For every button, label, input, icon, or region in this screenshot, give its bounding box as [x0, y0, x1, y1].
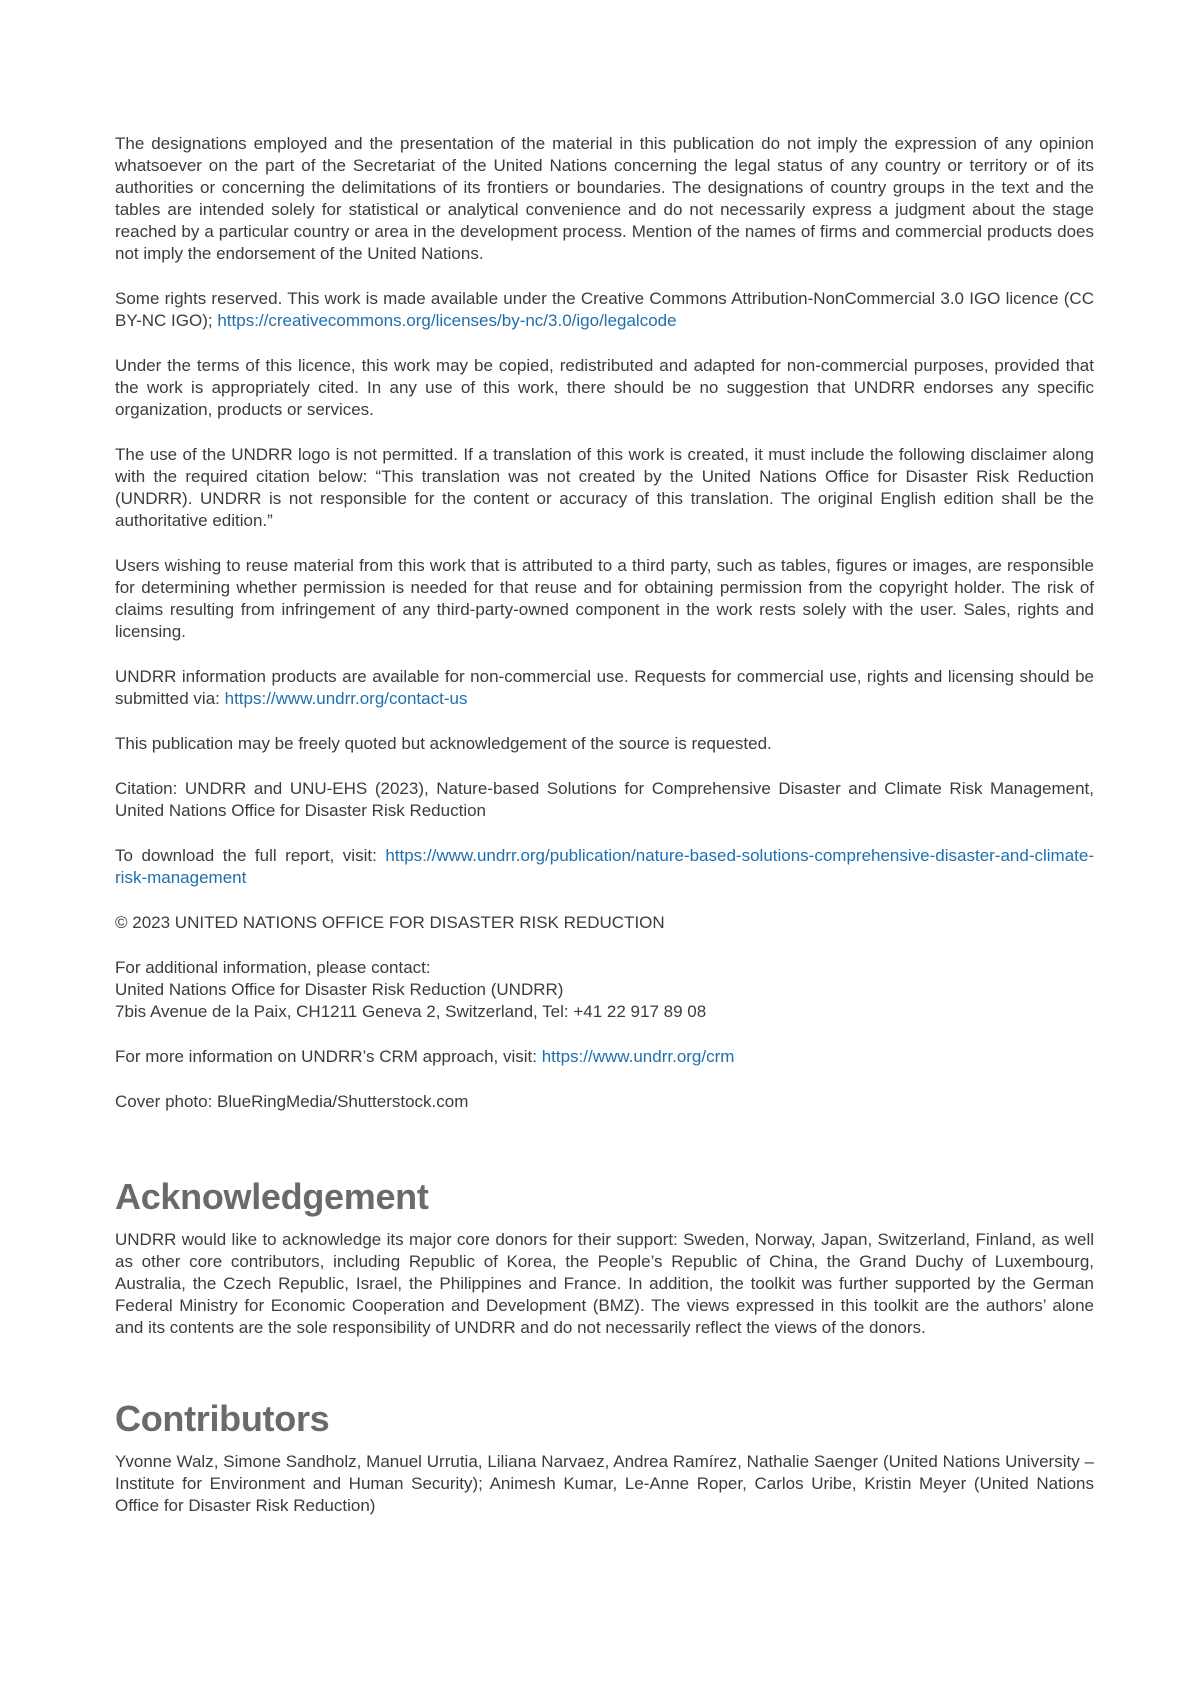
contributors-body: Yvonne Walz, Simone Sandholz, Manuel Urrutia, Liliana Narvaez, Andrea Ramírez, Nathalie Saenger (United Nations University – Institute for Environment and Human Security); Animesh Kumar, Le-Anne Roper, Carlos Uribe, Kristin Meyer (United Nations Office for Disaster Risk Reduction)	[115, 1452, 1094, 1515]
logo-use-disclaimer: The use of the UNDRR logo is not permitted. If a translation of this work is created, it must include the following disclaimer along with the required citation below: “This translation was not created by the United Nations Office for Disaster Risk Reduction (UNDRR). UNDRR is not responsible for the content or accuracy of this translation. The original English edition shall be the authoritative edition.”	[115, 445, 1094, 530]
download-report-link[interactable]: https://www.undrr.org/publication/nature-based-solutions-comprehensive-disaster-and-climate-risk-management	[115, 846, 1094, 887]
contributors-section	[115, 1397, 1094, 1517]
acknowledgement-heading: Acknowledgement	[115, 1176, 429, 1217]
designations-disclaimer: The designations employed and the presentation of the material in this publication do not imply the expression of any opinion whatsoever on the part of the Secretariat of the United Nations concerning the legal status of any country or territory or of its authorities or concerning the delimitations of its frontiers or boundaries. The designations of country groups in the text and the tables are intended solely for statistical or analytical convenience and do not necessarily express a judgment about the stage reached by a particular country or area in the development process. Mention of the names of firms and commercial products does not imply the endorsement of the United Nations.	[115, 134, 1094, 263]
rights-reserved-paragraph	[115, 288, 1094, 332]
contact-block	[115, 957, 1094, 1023]
acknowledgement-body: UNDRR would like to acknowledge its major core donors for their support: Sweden, Norway, Japan, Switzerland, Finland, as well as other core contributors, including Republic of Korea, the People’s Republic of China, the Grand Duchy of Luxembourg, Australia, the Czech Republic, Israel, the Philippines and France. In addition, the toolkit was further supported by the German Federal Ministry for Economic Cooperation and Development (BMZ). The views expressed in this toolkit are the authors’ alone and its contents are the sole responsibility of UNDRR and do not necessarily reflect the views of the donors.	[115, 1230, 1094, 1337]
download-text: To download the full report, visit:	[115, 846, 386, 865]
quotation-notice: This publication may be freely quoted but acknowledgement of the source is requested.	[115, 734, 772, 753]
rights-reserved-text: Some rights reserved. This work is made available under the Creative Commons Attribution-NonCommercial 3.0 IGO licence (CC BY-NC IGO);	[115, 289, 1094, 330]
information-products-paragraph	[115, 666, 1094, 710]
download-paragraph	[115, 845, 1094, 889]
contributors-heading: Contributors	[115, 1398, 330, 1439]
contact-address: 7bis Avenue de la Paix, CH1211 Geneva 2, Switzerland, Tel: +41 22 917 89 08	[115, 1002, 707, 1021]
crm-link[interactable]: https://www.undrr.org/crm	[541, 1047, 735, 1066]
licence-terms: Under the terms of this licence, this work may be copied, redistributed and adapted for non-commercial purposes, provided that the work is appropriately cited. In any use of this work, there should be no suggestion that UNDRR endorses any specific organization, products or services.	[115, 356, 1094, 419]
crm-paragraph	[115, 1046, 1094, 1068]
citation: Citation: UNDRR and UNU-EHS (2023), Nature-based Solutions for Comprehensive Disaster and Climate Risk Management, United Nations Office for Disaster Risk Reduction	[115, 779, 1094, 820]
cover-photo-credit: Cover photo: BlueRingMedia/Shutterstock.com	[115, 1092, 469, 1111]
information-products-text: UNDRR information products are available for non-commercial use. Requests for commercial use, rights and licensing should be submitted via:	[115, 667, 1094, 708]
crm-text: For more information on UNDRR’s CRM approach, visit:	[115, 1047, 542, 1066]
copyright-notice: © 2023 UNITED NATIONS OFFICE FOR DISASTER RISK REDUCTION	[115, 913, 665, 932]
acknowledgement-section	[115, 1175, 1094, 1339]
contact-intro: For additional information, please contact:	[115, 958, 431, 977]
third-party-material: Users wishing to reuse material from this work that is attributed to a third party, such as tables, figures or images, are responsible for determining whether permission is needed for that reuse and for obtaining permission from the copyright holder. The risk of claims resulting from infringement of any third-party-owned component in the work rests solely with the user. Sales, rights and licensing.	[115, 556, 1094, 641]
document-page	[115, 133, 1094, 1540]
contact-us-link[interactable]: https://www.undrr.org/contact-us	[224, 689, 468, 708]
creative-commons-link[interactable]: https://creativecommons.org/licenses/by-nc/3.0/igo/legalcode	[217, 311, 677, 330]
contact-organization: United Nations Office for Disaster Risk Reduction (UNDRR)	[115, 980, 564, 999]
